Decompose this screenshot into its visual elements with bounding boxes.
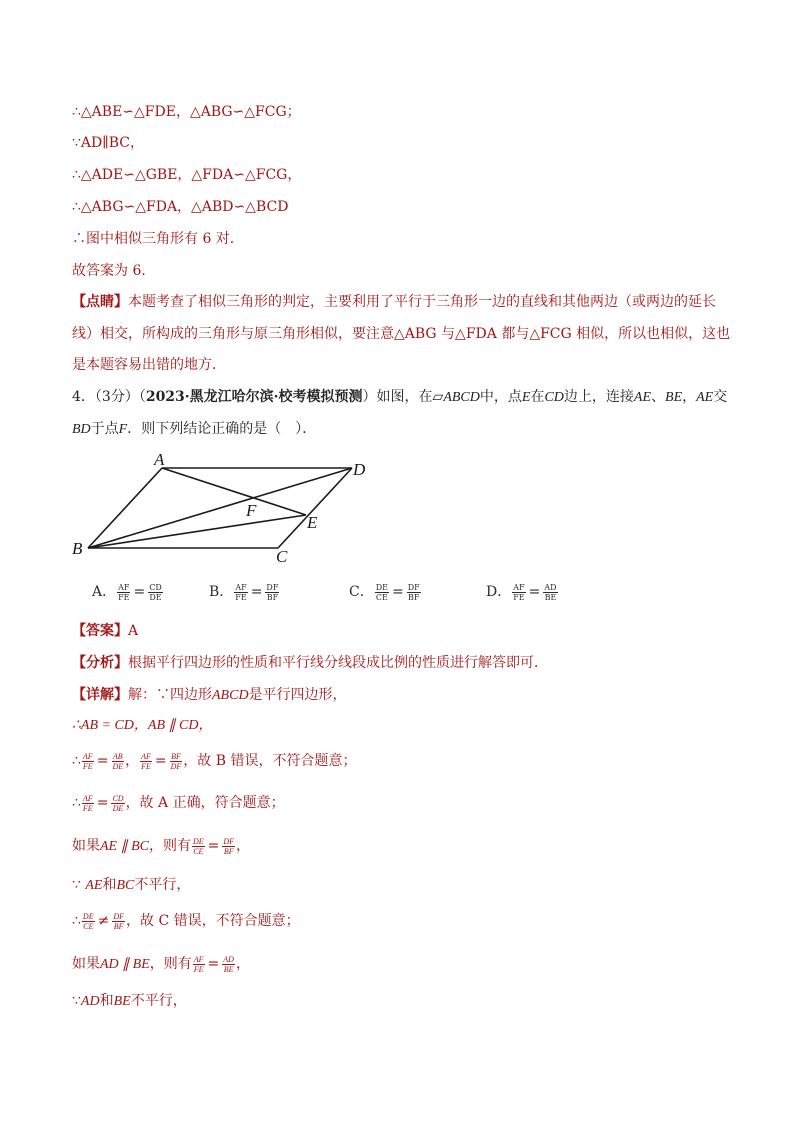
analysis-text: 根据平行四边形的性质和平行线分线段成比例的性质进行解答即可．	[128, 655, 548, 671]
answer-value: A	[128, 623, 139, 639]
detail-line: ∴ $\frac{AF}{FE}$ = $\frac{AB}{DE}$ ， $\frac{AF}{FE}$ = $\frac{BF}{DF}$ ，故 B 错误，不符合题意；	[72, 751, 357, 771]
comment-text: 是本题容易出错的地方．	[72, 357, 226, 373]
option-letter: A．	[92, 584, 117, 600]
math-var: AE	[696, 390, 714, 405]
detail-line: ∴ $\frac{AF}{FE}$ = $\frac{CD}{DE}$ ，故 A 正确，符合题意；	[72, 793, 285, 813]
comment-text: 线）相交，所构成的三角形与原三角形相似，要注意△ABG 与△FDA 都与△FCG 相似，所以也相似，这也	[72, 326, 731, 342]
label-b: B	[72, 539, 83, 558]
math-var: F	[118, 422, 128, 437]
label-e: E	[307, 513, 318, 532]
segment-bd	[88, 468, 352, 548]
solution-line: ∵AD∥BC，	[72, 135, 144, 151]
option-letter: D．	[486, 584, 512, 600]
answer-tag: 【答案】	[72, 623, 128, 639]
label-c: C	[276, 547, 288, 566]
segment-be	[88, 515, 306, 548]
math-var: BD	[72, 422, 91, 437]
math-var: AE	[633, 390, 652, 405]
fraction: $\frac{AD}{BE}$	[544, 582, 557, 602]
fraction: $\frac{DF}{BF}$	[266, 582, 279, 602]
detail-line: ∵ AE和BC不平行，	[72, 877, 191, 893]
analysis-tag: 【分析】	[72, 655, 128, 671]
fraction: $\frac{DE}{CE}$	[375, 582, 388, 602]
solution-line: ∴△ADE∽△GBE，△FDA∽△FCG，	[72, 167, 302, 183]
math-var: BE	[665, 390, 683, 405]
comment-tag: 【点睛】	[72, 294, 128, 310]
solution-line: ∴△ABE∽△FDE，△ABG∽△FCG；	[72, 104, 301, 120]
question-source: 2023·黑龙江哈尔滨·校考模拟预测	[145, 389, 363, 405]
fraction: $\frac{AF}{FE}$	[513, 582, 525, 602]
detail-tag: 【详解】	[72, 687, 128, 703]
solution-line: ∴△ABG∽△FDA，△ABD∽△BCD	[72, 199, 289, 215]
stem-text: 在	[530, 389, 545, 405]
parallelogram-figure	[60, 448, 380, 568]
comment-text: 本题考查了相似三角形的判定，主要利用了平行于三角形一边的直线和其他两边（或两边的延长	[128, 294, 716, 310]
answer-line	[72, 621, 138, 641]
question-stem	[72, 387, 727, 408]
fraction: $\frac{AF}{FE}$	[235, 582, 247, 602]
option-c[interactable]: C． $\frac{DE}{CE}$ = $\frac{DF}{BF}$	[349, 582, 420, 602]
detail-line: 【详解】解：∵四边形ABCD是平行四边形，	[72, 687, 347, 703]
stem-text: 、	[651, 389, 666, 405]
detail-line: 如果AE ∥ BC，则有 $\frac{DE}{CE}$ = $\frac{DF}{BF}$ ，	[72, 836, 251, 856]
question-stem	[72, 419, 316, 440]
option-d[interactable]: D． $\frac{AF}{FE}$ = $\frac{AD}{BE}$	[486, 582, 557, 602]
math-var: E	[521, 390, 531, 405]
label-d: D	[353, 460, 366, 479]
fraction: $\frac{CD}{DE}$	[149, 582, 162, 602]
stem-text: ，	[682, 389, 697, 405]
comment-paragraph	[72, 292, 716, 312]
stem-text: 边上，连接	[563, 389, 634, 405]
analysis-line	[72, 653, 548, 673]
question-number: 4．（3分）（	[72, 389, 146, 405]
math-var: CD	[544, 390, 564, 405]
solution-line: 故答案为 6．	[72, 263, 156, 279]
segment-ae	[162, 468, 306, 515]
option-letter: C．	[349, 584, 374, 600]
stem-text: ）如图，在▱	[362, 389, 444, 405]
detail-line: ∴AB = CD，AB ∥ CD，	[72, 718, 213, 733]
fraction: $\frac{DF}{BF}$	[407, 582, 420, 602]
math-var: ABCD	[443, 390, 480, 405]
solution-line: ∴图中相似三角形有 6 对．	[72, 231, 244, 247]
option-b[interactable]: B． $\frac{AF}{FE}$ = $\frac{DF}{BF}$	[209, 582, 279, 602]
stem-text: 交	[713, 389, 728, 405]
stem-text: 中，点	[479, 389, 522, 405]
option-a[interactable]: A． $\frac{AF}{FE}$ = $\frac{CD}{DE}$	[92, 582, 162, 602]
stem-text: ．则下列结论正确的是（ ）．	[127, 421, 317, 437]
fraction: $\frac{AF}{FE}$	[118, 582, 130, 602]
detail-line: ∴ $\frac{DE}{CE}$ ≠ $\frac{DF}{BF}$ ，故 C 错误，不符合题意；	[72, 911, 300, 931]
label-f: F	[246, 501, 257, 520]
label-a: A	[154, 450, 165, 469]
option-letter: B．	[209, 584, 234, 600]
detail-line: ∵AD和BE不平行，	[72, 993, 187, 1009]
stem-text: 于点	[90, 421, 119, 437]
detail-line: 如果AD ∥ BE，则有 $\frac{AF}{FE}$ = $\frac{AD}{BE}$ ，	[72, 954, 250, 974]
